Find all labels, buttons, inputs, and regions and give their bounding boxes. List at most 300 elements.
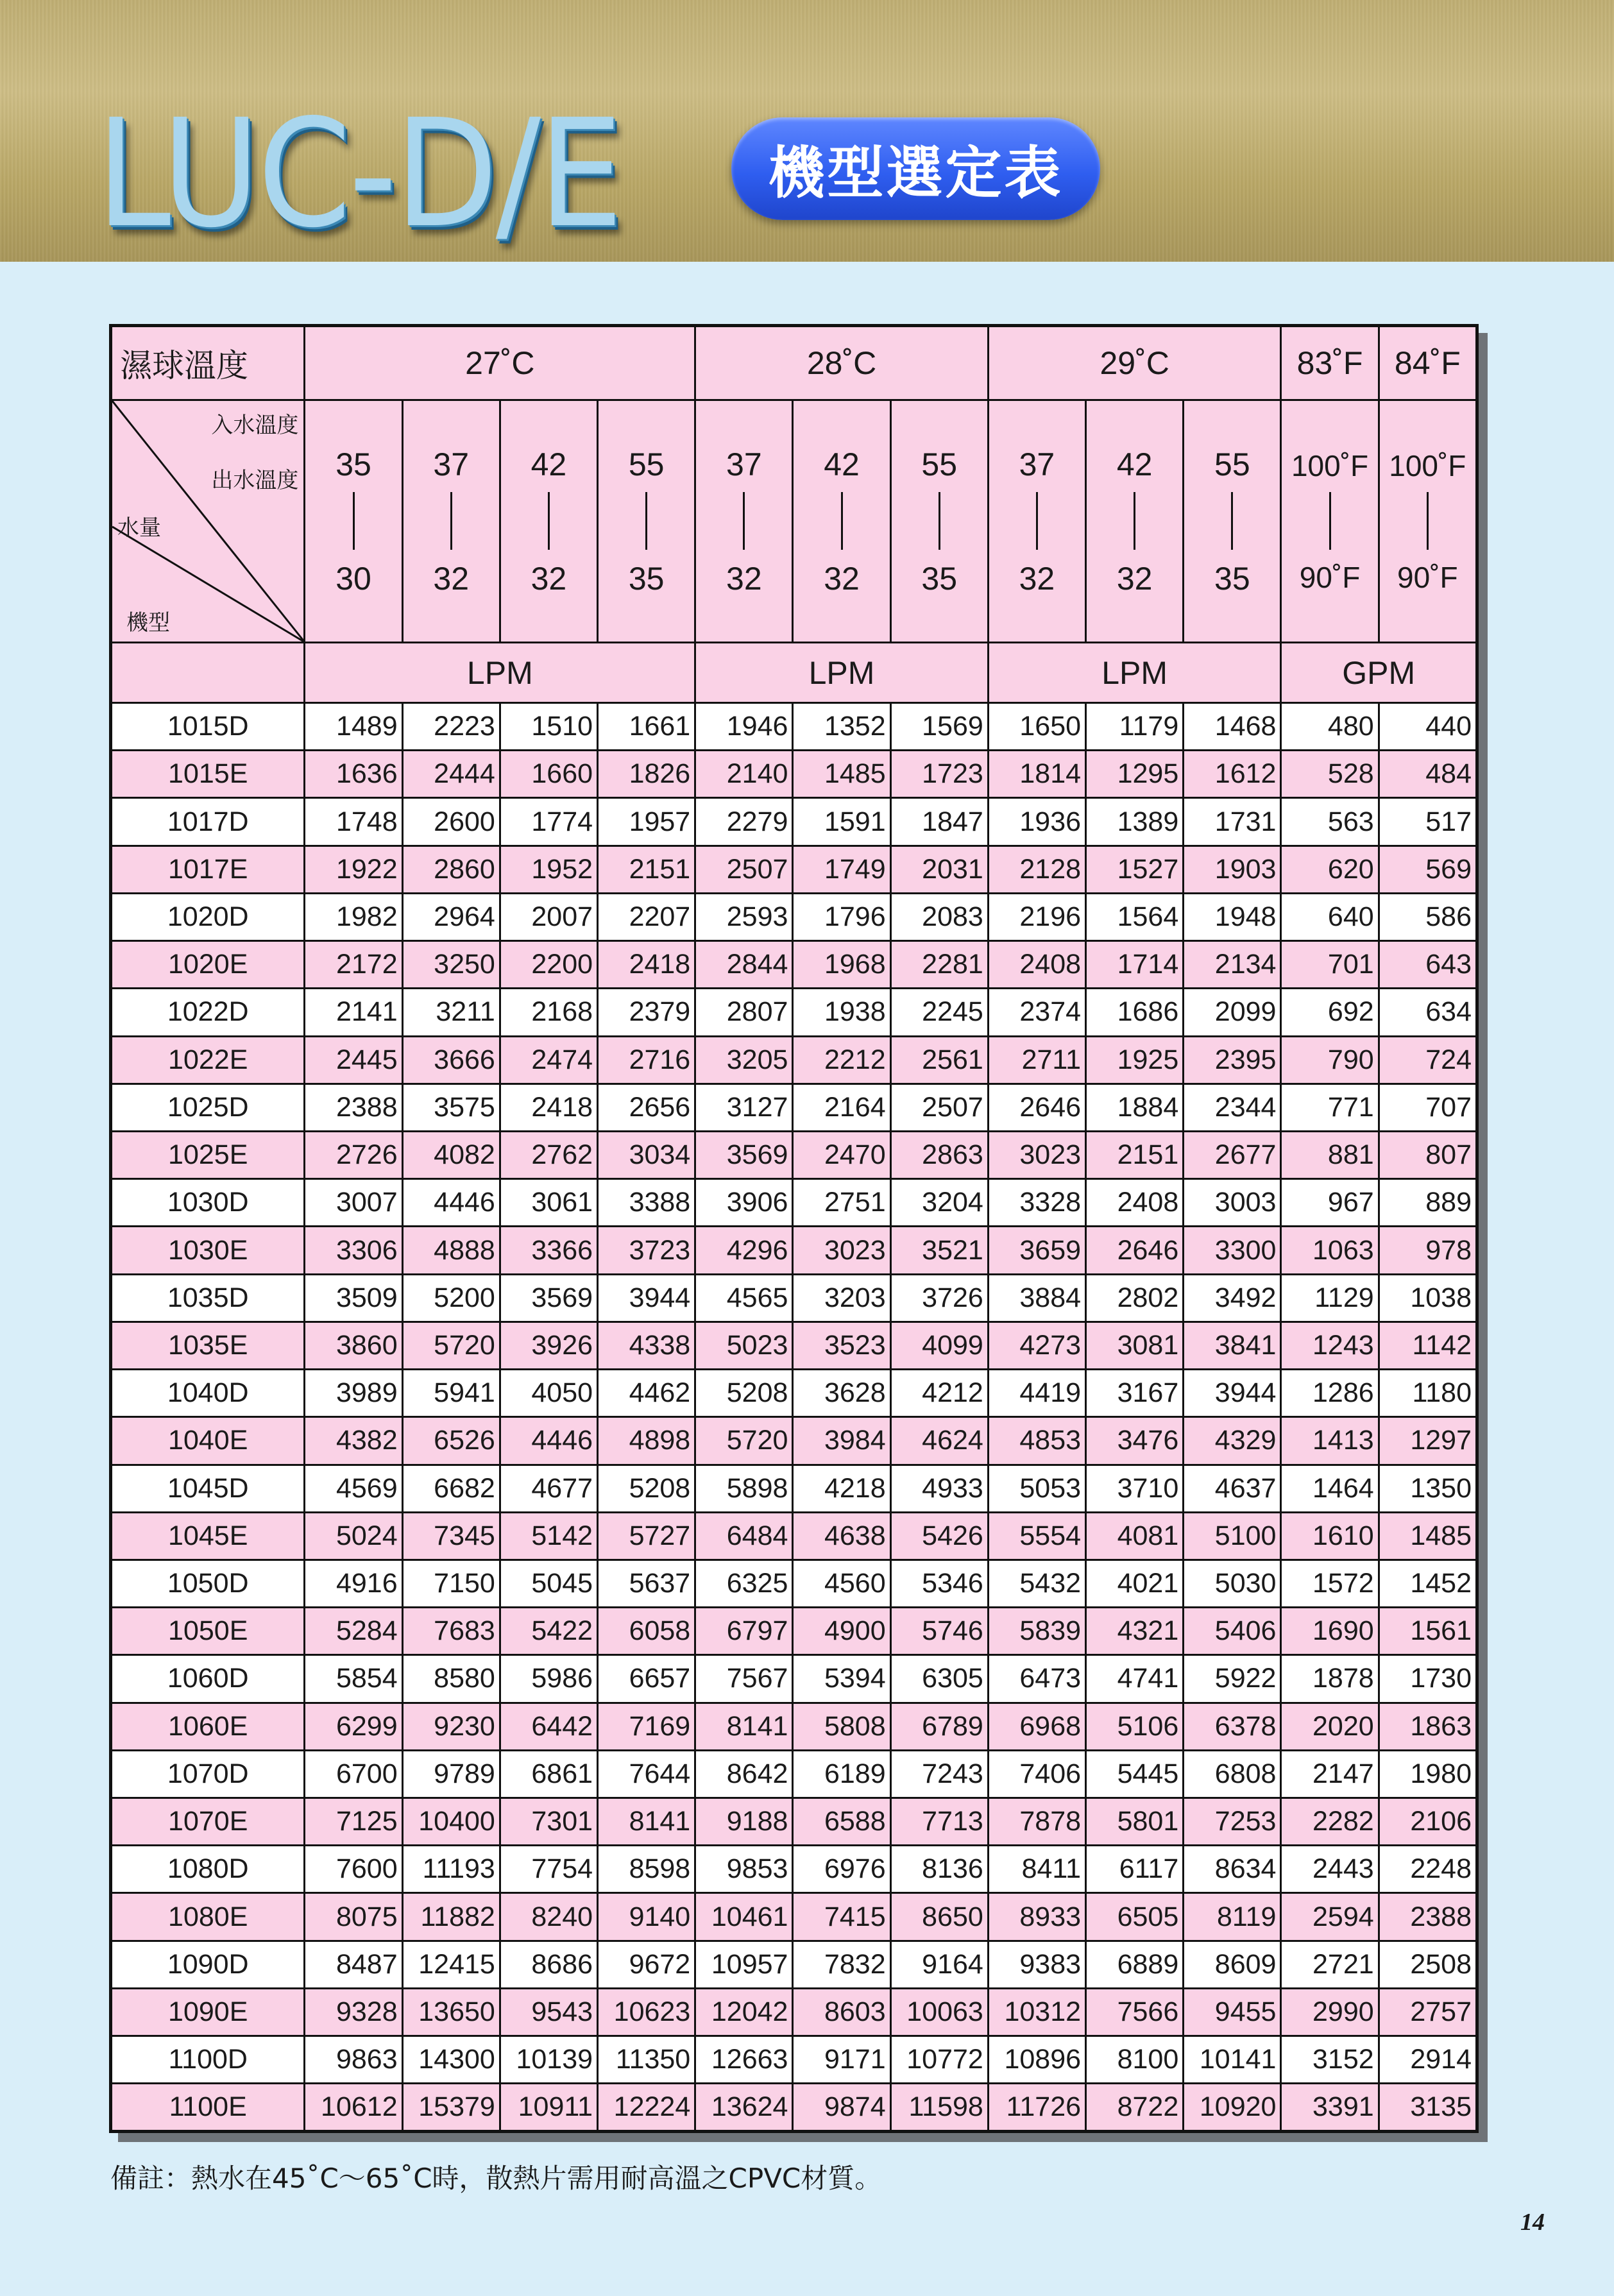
flow-value-cell: 3306	[305, 1227, 402, 1274]
table-row	[111, 703, 1477, 751]
header-band	[0, 0, 1614, 262]
flow-value-cell: 5839	[988, 1608, 1085, 1655]
flow-value-cell: 7406	[988, 1750, 1085, 1798]
flow-value-cell: 771	[1281, 1084, 1379, 1131]
flow-value-cell: 3476	[1086, 1417, 1184, 1465]
table-row	[111, 1846, 1477, 1893]
table-row	[111, 2036, 1477, 2084]
flow-value-cell: 12415	[402, 1941, 500, 1988]
flow-value-cell: 10312	[988, 1988, 1085, 2036]
flow-value-cell: 7600	[305, 1846, 402, 1893]
flow-value-cell: 3003	[1184, 1179, 1281, 1227]
flow-value-cell: 1129	[1281, 1274, 1379, 1322]
flow-value-cell: 6305	[890, 1655, 988, 1703]
flow-value-cell: 6797	[695, 1608, 793, 1655]
flow-value-cell: 4082	[402, 1131, 500, 1178]
flow-value-cell: 4916	[305, 1560, 402, 1607]
flow-value-cell: 3204	[890, 1179, 988, 1227]
flow-value-cell: 3944	[1184, 1370, 1281, 1417]
flow-value-cell: 1946	[695, 703, 793, 751]
flow-value-cell: 1612	[1184, 751, 1281, 798]
flow-value-cell: 5445	[1086, 1750, 1184, 1798]
flow-value-cell: 1510	[500, 703, 597, 751]
flow-value-cell: 11193	[402, 1846, 500, 1893]
flow-value-cell: 1572	[1281, 1560, 1379, 1607]
flow-value-cell: 8075	[305, 1893, 402, 1941]
flow-value-cell: 480	[1281, 703, 1379, 751]
flow-value-cell: 7301	[500, 1798, 597, 1846]
flow-value-cell: 8603	[793, 1988, 890, 2036]
table-row	[111, 1941, 1477, 1988]
flow-value-cell: 1922	[305, 846, 402, 893]
table-body	[111, 703, 1477, 2132]
flow-value-cell: 2757	[1379, 1988, 1477, 2036]
flow-value-cell: 2470	[793, 1131, 890, 1178]
flow-value-cell: 1723	[890, 751, 988, 798]
flow-value-cell: 1286	[1281, 1370, 1379, 1417]
flow-value-cell: 967	[1281, 1179, 1379, 1227]
flow-value-cell: 8136	[890, 1846, 988, 1893]
flow-value-cell: 9328	[305, 1988, 402, 2036]
flow-value-cell: 5746	[890, 1608, 988, 1655]
flow-value-cell: 2408	[1086, 1179, 1184, 1227]
flow-value-cell: 7754	[500, 1846, 597, 1893]
group-28c-header: 28˚C	[695, 326, 989, 400]
flow-value-cell: 10920	[1184, 2084, 1281, 2132]
flow-value-cell: 3575	[402, 1084, 500, 1131]
table-row	[111, 1655, 1477, 1703]
flow-value-cell: 5808	[793, 1703, 890, 1750]
flow-value-cell: 4888	[402, 1227, 500, 1274]
flow-value-cell: 2716	[598, 1036, 695, 1084]
flow-value-cell: 3388	[598, 1179, 695, 1227]
flow-value-cell: 1142	[1379, 1322, 1477, 1369]
model-cell: 1030E	[111, 1227, 305, 1274]
flow-value-cell: 7567	[695, 1655, 793, 1703]
flow-value-cell: 2646	[988, 1084, 1085, 1131]
flow-value-cell: 10063	[890, 1988, 988, 2036]
flow-value-cell: 6378	[1184, 1703, 1281, 1750]
flow-value-cell: 2141	[305, 989, 402, 1036]
flow-value-cell: 5922	[1184, 1655, 1281, 1703]
model-cell: 1022D	[111, 989, 305, 1036]
flow-value-cell: 5106	[1086, 1703, 1184, 1750]
flow-value-cell: 1650	[988, 703, 1085, 751]
model-cell: 1090E	[111, 1988, 305, 2036]
flow-value-cell: 2196	[988, 893, 1085, 940]
model-cell: 1020D	[111, 893, 305, 940]
flow-value-cell: 5432	[988, 1560, 1085, 1607]
flow-value-cell: 2593	[695, 893, 793, 940]
flow-value-cell: 3989	[305, 1370, 402, 1417]
flow-value-cell: 484	[1379, 751, 1477, 798]
model-cell: 1020E	[111, 941, 305, 989]
flow-value-cell: 5727	[598, 1512, 695, 1560]
flow-value-cell: 10896	[988, 2036, 1085, 2084]
flow-value-cell: 4218	[793, 1465, 890, 1512]
temp-range-header: 100˚F 90˚F	[1379, 400, 1477, 643]
flow-value-cell: 1936	[988, 798, 1085, 846]
flow-value-cell: 6808	[1184, 1750, 1281, 1798]
flow-value-cell: 724	[1379, 1036, 1477, 1084]
temp-range-header: 35 30	[305, 400, 402, 643]
model-cell: 1050E	[111, 1608, 305, 1655]
flow-value-cell: 3391	[1281, 2084, 1379, 2132]
flow-value-cell: 5024	[305, 1512, 402, 1560]
flow-value-cell: 5720	[402, 1322, 500, 1369]
flow-value-cell: 1661	[598, 703, 695, 751]
flow-value-cell: 2128	[988, 846, 1085, 893]
flow-value-cell: 8141	[598, 1798, 695, 1846]
model-cell: 1100E	[111, 2084, 305, 2132]
flow-value-cell: 2279	[695, 798, 793, 846]
flow-value-cell: 4419	[988, 1370, 1085, 1417]
flow-value-cell: 1948	[1184, 893, 1281, 940]
table-row	[111, 798, 1477, 846]
flow-value-cell: 5854	[305, 1655, 402, 1703]
model-cell: 1100D	[111, 2036, 305, 2084]
table-row	[111, 1988, 1477, 2036]
table-row	[111, 1322, 1477, 1369]
flow-value-cell: 1968	[793, 941, 890, 989]
flow-value-cell: 7644	[598, 1750, 695, 1798]
flow-value-cell: 1413	[1281, 1417, 1379, 1465]
flow-value-cell: 2106	[1379, 1798, 1477, 1846]
table-row	[111, 1465, 1477, 1512]
flow-value-cell: 11350	[598, 2036, 695, 2084]
flow-value-cell: 3152	[1281, 2036, 1379, 2084]
flow-value-cell: 6189	[793, 1750, 890, 1798]
flow-value-cell: 7169	[598, 1703, 695, 1750]
flow-value-cell: 3628	[793, 1370, 890, 1417]
flow-value-cell: 4338	[598, 1322, 695, 1369]
flow-value-cell: 1591	[793, 798, 890, 846]
model-cell: 1090D	[111, 1941, 305, 1988]
flow-value-cell: 4624	[890, 1417, 988, 1465]
flow-value-cell: 2281	[890, 941, 988, 989]
flow-value-cell: 5394	[793, 1655, 890, 1703]
flow-value-cell: 2807	[695, 989, 793, 1036]
flow-value-cell: 790	[1281, 1036, 1379, 1084]
flow-value-cell: 2418	[500, 1084, 597, 1131]
temp-range-header: 42 32	[793, 400, 890, 643]
flow-value-cell: 1826	[598, 751, 695, 798]
flow-value-cell: 2844	[695, 941, 793, 989]
flow-value-cell: 4329	[1184, 1417, 1281, 1465]
flow-value-cell: 3328	[988, 1179, 1085, 1227]
flow-value-cell: 10623	[598, 1988, 695, 2036]
flow-value-cell: 9853	[695, 1846, 793, 1893]
flow-value-cell: 3569	[500, 1274, 597, 1322]
flow-value-cell: 1063	[1281, 1227, 1379, 1274]
flow-value-cell: 3023	[793, 1227, 890, 1274]
flow-value-cell: 15379	[402, 2084, 500, 2132]
flow-value-cell: 2007	[500, 893, 597, 940]
flow-value-cell: 2151	[598, 846, 695, 893]
flow-value-cell: 2964	[402, 893, 500, 940]
flow-value-cell: 1847	[890, 798, 988, 846]
flow-value-cell: 2656	[598, 1084, 695, 1131]
table-row	[111, 2084, 1477, 2132]
flow-value-cell: 1179	[1086, 703, 1184, 751]
flow-value-cell: 634	[1379, 989, 1477, 1036]
flow-value-cell: 14300	[402, 2036, 500, 2084]
corner-flow-label: 水量	[117, 516, 161, 540]
flow-value-cell: 1489	[305, 703, 402, 751]
flow-value-cell: 2474	[500, 1036, 597, 1084]
flow-value-cell: 3926	[500, 1322, 597, 1369]
flow-value-cell: 2245	[890, 989, 988, 1036]
table-row	[111, 1131, 1477, 1178]
flow-value-cell: 2374	[988, 989, 1085, 1036]
flow-value-cell: 2600	[402, 798, 500, 846]
temp-range-header: 55 35	[598, 400, 695, 643]
flow-value-cell: 528	[1281, 751, 1379, 798]
model-cell: 1040E	[111, 1417, 305, 1465]
flow-value-cell: 4637	[1184, 1465, 1281, 1512]
flow-value-cell: 1731	[1184, 798, 1281, 846]
flow-value-cell: 1527	[1086, 846, 1184, 893]
flow-value-cell: 1748	[305, 798, 402, 846]
model-cell: 1022E	[111, 1036, 305, 1084]
flow-value-cell: 2677	[1184, 1131, 1281, 1178]
flow-value-cell: 1038	[1379, 1274, 1477, 1322]
flow-value-cell: 6117	[1086, 1846, 1184, 1893]
flow-value-cell: 5208	[598, 1465, 695, 1512]
model-cell: 1080D	[111, 1846, 305, 1893]
flow-value-cell: 7832	[793, 1941, 890, 1988]
flow-value-cell: 3659	[988, 1227, 1085, 1274]
flow-value-cell: 6473	[988, 1655, 1085, 1703]
temp-range-header: 42 32	[500, 400, 597, 643]
flow-value-cell: 3726	[890, 1274, 988, 1322]
flow-value-cell: 1350	[1379, 1465, 1477, 1512]
flow-value-cell: 1610	[1281, 1512, 1379, 1560]
flow-value-cell: 7878	[988, 1798, 1085, 1846]
flow-value-cell: 2379	[598, 989, 695, 1036]
flow-value-cell: 10772	[890, 2036, 988, 2084]
flow-value-cell: 3135	[1379, 2084, 1477, 2132]
flow-value-cell: 6700	[305, 1750, 402, 1798]
flow-value-cell: 6889	[1086, 1941, 1184, 1988]
flow-value-cell: 5637	[598, 1560, 695, 1607]
flow-value-cell: 3250	[402, 941, 500, 989]
flow-value-cell: 3984	[793, 1417, 890, 1465]
model-cell: 1070D	[111, 1750, 305, 1798]
flow-value-cell: 7243	[890, 1750, 988, 1798]
flow-value-cell: 4569	[305, 1465, 402, 1512]
flow-value-cell: 6325	[695, 1560, 793, 1607]
flow-value-cell: 8141	[695, 1703, 793, 1750]
flow-value-cell: 8609	[1184, 1941, 1281, 1988]
unit-row-blank	[111, 643, 305, 703]
flow-value-cell: 5200	[402, 1274, 500, 1322]
flow-value-cell: 643	[1379, 941, 1477, 989]
flow-value-cell: 807	[1379, 1131, 1477, 1178]
flow-value-cell: 1295	[1086, 751, 1184, 798]
flow-value-cell: 1749	[793, 846, 890, 893]
flow-value-cell: 5346	[890, 1560, 988, 1607]
page-number: 14	[1520, 2209, 1545, 2236]
table-row	[111, 989, 1477, 1036]
flow-value-cell: 1180	[1379, 1370, 1477, 1417]
temp-range-header: 100˚F 90˚F	[1281, 400, 1379, 643]
group-29c-header: 29˚C	[988, 326, 1281, 400]
flow-value-cell: 3007	[305, 1179, 402, 1227]
table-row	[111, 893, 1477, 940]
flow-value-cell: 2031	[890, 846, 988, 893]
temp-range-header: 55 35	[890, 400, 988, 643]
flow-value-cell: 5554	[988, 1512, 1085, 1560]
table-row	[111, 1036, 1477, 1084]
flow-value-cell: 5406	[1184, 1608, 1281, 1655]
model-cell: 1017D	[111, 798, 305, 846]
flow-value-cell: 3666	[402, 1036, 500, 1084]
flow-value-cell: 9672	[598, 1941, 695, 1988]
flow-value-cell: 2507	[695, 846, 793, 893]
model-cell: 1045E	[111, 1512, 305, 1560]
flow-value-cell: 8650	[890, 1893, 988, 1941]
flow-value-cell: 2444	[402, 751, 500, 798]
flow-value-cell: 7683	[402, 1608, 500, 1655]
flow-value-cell: 9383	[988, 1941, 1085, 1988]
flow-value-cell: 2344	[1184, 1084, 1281, 1131]
flow-value-cell: 517	[1379, 798, 1477, 846]
model-cell: 1025D	[111, 1084, 305, 1131]
flow-value-cell: 5023	[695, 1322, 793, 1369]
flow-value-cell: 9455	[1184, 1988, 1281, 2036]
flow-value-cell: 5030	[1184, 1560, 1281, 1607]
flow-value-cell: 10461	[695, 1893, 793, 1941]
flow-value-cell: 978	[1379, 1227, 1477, 1274]
temp-range-header: 42 32	[1086, 400, 1184, 643]
flow-value-cell: 3723	[598, 1227, 695, 1274]
corner-outlet-label: 出水溫度	[211, 468, 299, 493]
flow-value-cell: 2762	[500, 1131, 597, 1178]
flow-value-cell: 1903	[1184, 846, 1281, 893]
flow-value-cell: 707	[1379, 1084, 1477, 1131]
flow-value-cell: 701	[1281, 941, 1379, 989]
table-row	[111, 1417, 1477, 1465]
footnote: 備註：熱水在45˚C～65˚C時，散熱片需用耐高溫之CPVC材質。	[110, 2163, 882, 2194]
flow-value-cell: 3366	[500, 1227, 597, 1274]
flow-value-cell: 1878	[1281, 1655, 1379, 1703]
flow-value-cell: 8100	[1086, 2036, 1184, 2084]
flow-value-cell: 8119	[1184, 1893, 1281, 1941]
flow-value-cell: 2207	[598, 893, 695, 940]
flow-value-cell: 11598	[890, 2084, 988, 2132]
flow-value-cell: 3034	[598, 1131, 695, 1178]
model-cell: 1060D	[111, 1655, 305, 1703]
flow-value-cell: 620	[1281, 846, 1379, 893]
flow-value-cell: 3211	[402, 989, 500, 1036]
flow-value-cell: 4677	[500, 1465, 597, 1512]
flow-value-cell: 8487	[305, 1941, 402, 1988]
table-row	[111, 1227, 1477, 1274]
table-row	[111, 1370, 1477, 1417]
group-84f-header: 84˚F	[1379, 326, 1477, 400]
flow-value-cell: 8634	[1184, 1846, 1281, 1893]
flow-value-cell: 8240	[500, 1893, 597, 1941]
flow-value-cell: 11726	[988, 2084, 1085, 2132]
flow-value-cell: 3569	[695, 1131, 793, 1178]
flow-value-cell: 2395	[1184, 1036, 1281, 1084]
flow-value-cell: 6484	[695, 1512, 793, 1560]
flow-value-cell: 12663	[695, 2036, 793, 2084]
flow-value-cell: 1564	[1086, 893, 1184, 940]
flow-value-cell: 4638	[793, 1512, 890, 1560]
flow-value-cell: 13650	[402, 1988, 500, 2036]
flow-value-cell: 2561	[890, 1036, 988, 1084]
model-cell: 1030D	[111, 1179, 305, 1227]
unit-label-f: GPM	[1281, 643, 1477, 703]
model-cell: 1035D	[111, 1274, 305, 1322]
flow-value-cell: 4081	[1086, 1512, 1184, 1560]
flow-value-cell: 2508	[1379, 1941, 1477, 1988]
selection-table-wrapper	[109, 324, 1479, 2133]
flow-value-cell: 8411	[988, 1846, 1085, 1893]
flow-value-cell: 6976	[793, 1846, 890, 1893]
flow-value-cell: 5100	[1184, 1512, 1281, 1560]
temp-range-header: 37 32	[988, 400, 1085, 643]
flow-value-cell: 3167	[1086, 1370, 1184, 1417]
flow-value-cell: 4273	[988, 1322, 1085, 1369]
flow-value-cell: 6299	[305, 1703, 402, 1750]
flow-value-cell: 8598	[598, 1846, 695, 1893]
flow-value-cell: 1714	[1086, 941, 1184, 989]
flow-value-cell: 3884	[988, 1274, 1085, 1322]
flow-value-cell: 3509	[305, 1274, 402, 1322]
section-title-pill: 機型選定表	[731, 117, 1100, 220]
flow-value-cell: 2020	[1281, 1703, 1379, 1750]
flow-value-cell: 4462	[598, 1370, 695, 1417]
temp-range-header: 37 32	[695, 400, 793, 643]
table-row	[111, 1179, 1477, 1227]
corner-inlet-label: 入水溫度	[211, 413, 299, 438]
flow-value-cell: 2646	[1086, 1227, 1184, 1274]
flow-value-cell: 3300	[1184, 1227, 1281, 1274]
flow-value-cell: 6505	[1086, 1893, 1184, 1941]
corner-model-label: 機型	[126, 611, 170, 635]
model-cell: 1040D	[111, 1370, 305, 1417]
flow-value-cell: 2914	[1379, 2036, 1477, 2084]
wet-bulb-label: 濕球溫度	[111, 326, 305, 400]
temp-range-header: 37 32	[402, 400, 500, 643]
flow-value-cell: 4321	[1086, 1608, 1184, 1655]
flow-value-cell: 1485	[1379, 1512, 1477, 1560]
flow-value-cell: 10400	[402, 1798, 500, 1846]
flow-value-cell: 586	[1379, 893, 1477, 940]
flow-value-cell: 6968	[988, 1703, 1085, 1750]
corner-diagonal-header	[111, 400, 305, 643]
flow-value-cell: 5426	[890, 1512, 988, 1560]
flow-value-cell: 1774	[500, 798, 597, 846]
flow-value-cell: 1884	[1086, 1084, 1184, 1131]
flow-value-cell: 2711	[988, 1036, 1085, 1084]
flow-value-cell: 1660	[500, 751, 597, 798]
flow-value-cell: 3492	[1184, 1274, 1281, 1322]
flow-value-cell: 1243	[1281, 1322, 1379, 1369]
flow-value-cell: 5045	[500, 1560, 597, 1607]
flow-value-cell: 4898	[598, 1417, 695, 1465]
flow-value-cell: 10139	[500, 2036, 597, 2084]
flow-value-cell: 5941	[402, 1370, 500, 1417]
flow-value-cell: 2408	[988, 941, 1085, 989]
flow-value-cell: 3523	[793, 1322, 890, 1369]
flow-value-cell: 4099	[890, 1322, 988, 1369]
table-row	[111, 1512, 1477, 1560]
flow-value-cell: 11882	[402, 1893, 500, 1941]
